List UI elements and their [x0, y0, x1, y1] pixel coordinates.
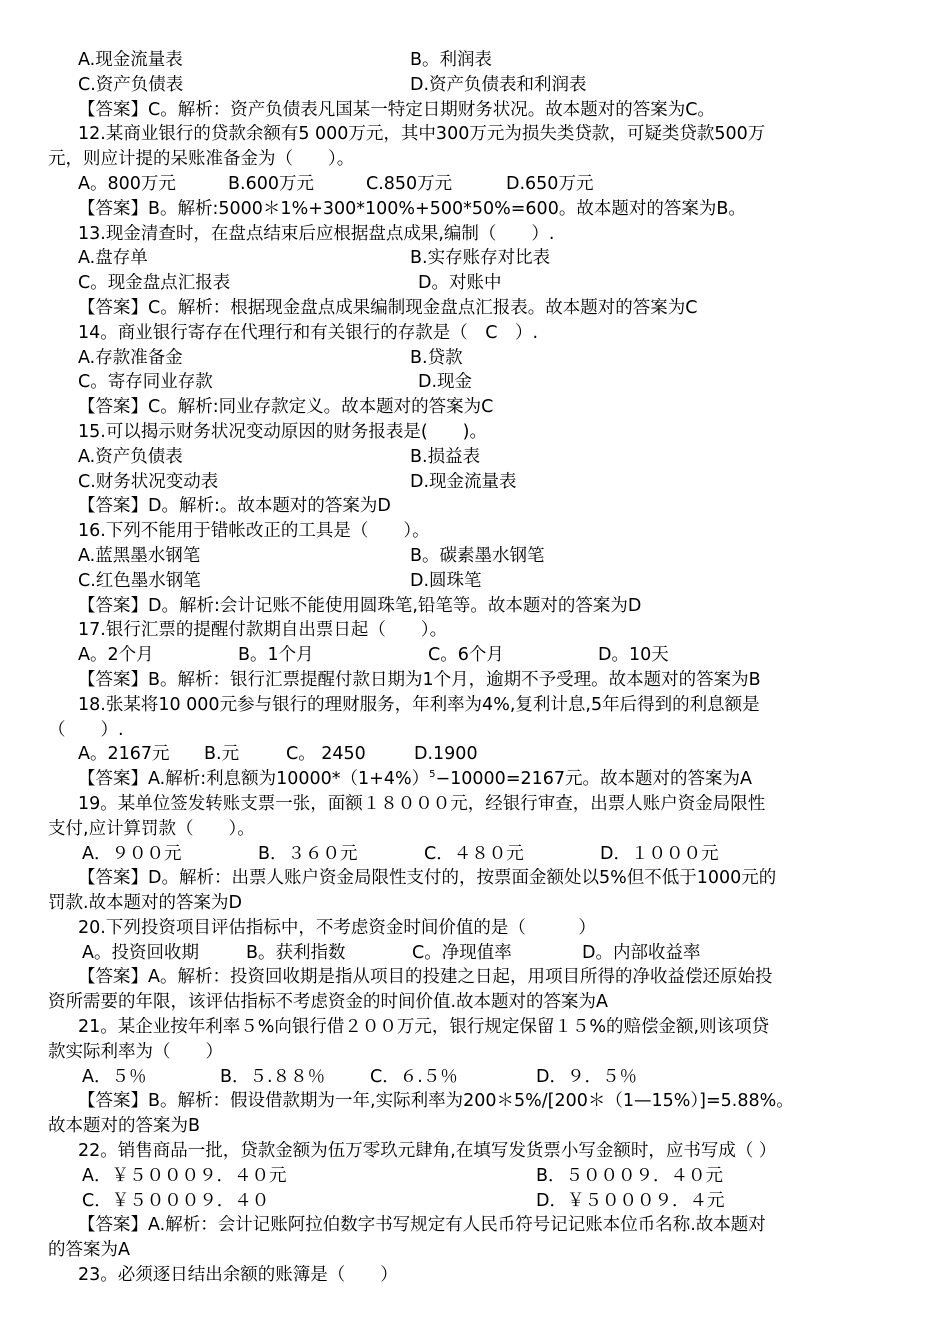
text-line — [48, 321, 908, 346]
answer-option: D.圆珠笔 — [410, 570, 482, 591]
options-row — [48, 1065, 908, 1090]
answer-option: C．６.５％ — [370, 1066, 458, 1087]
text-line — [48, 990, 908, 1015]
answer-option: D.1900 — [414, 744, 478, 765]
line-text: （ ）. — [48, 719, 124, 740]
text-line — [48, 395, 908, 420]
line-text: 21。某企业按年利率５%向银行借２００万元，银行规定保留１５%的赔偿金额,则该项贷 — [78, 1017, 770, 1038]
text-line — [48, 693, 908, 718]
text-line — [48, 197, 908, 222]
line-text: 【答案】A。解析：投资回收期是指从项目的投建之日起，用项目所得的净收益偿还原始投 — [78, 967, 773, 988]
answer-option: C。现金盘点汇报表 — [78, 273, 231, 294]
line-text: 【答案】B。解析：银行汇票提醒付款日期为1个月，逾期不予受理。故本题对的答案为B — [78, 669, 761, 690]
answer-option: D.现金 — [418, 372, 473, 393]
answer-option: A.资产负债表 — [78, 446, 183, 467]
line-text: 17.银行汇票的提醒付款期自出票日起（ ）。 — [78, 620, 448, 641]
answer-option: A。2167元 — [78, 744, 170, 765]
line-text: 的答案为A — [48, 1240, 130, 1261]
answer-option: C。净现值率 — [412, 942, 512, 963]
answer-option: A.盘存单 — [78, 248, 148, 269]
options-row — [48, 370, 908, 395]
answer-option: D。10天 — [598, 645, 669, 666]
line-text: 【答案】A.解析：会计记账阿拉伯数字书写规定有人民币符号记记账本位币名称.故本题对 — [78, 1215, 766, 1236]
text-line — [48, 1040, 908, 1065]
text-line — [48, 147, 908, 172]
answer-option: B.贷款 — [410, 347, 463, 368]
options-row — [48, 48, 908, 73]
text-line — [48, 916, 908, 941]
text-line — [48, 1089, 908, 1114]
line-text-tail: −10000=2167元。故本题对的答案为A — [435, 769, 752, 790]
line-text: 故本题对的答案为B — [48, 1116, 201, 1137]
text-line — [48, 594, 908, 619]
text-line — [48, 98, 908, 123]
text-line — [48, 1213, 908, 1238]
answer-option: D．￥５０００９．４元 — [536, 1190, 725, 1211]
answer-option: C。6个月 — [428, 645, 504, 666]
line-text: 【答案】A.解析:利息额为10000*（1+4%） — [78, 769, 430, 790]
line-text: 18.张某将10 000元参与银行的理财服务，年利率为4%,复利计息,5年后得到的利息额是 — [78, 694, 760, 715]
options-row — [48, 643, 908, 668]
answer-option: D．９．５％ — [536, 1066, 637, 1087]
options-row — [48, 73, 908, 98]
options-row — [48, 271, 908, 296]
line-text: 【答案】C。解析:同业存款定义。故本题对的答案为C — [78, 397, 494, 418]
answer-option: A。投资回收期 — [82, 942, 199, 963]
answer-option: B．５.８８％ — [220, 1066, 326, 1087]
line-text: 15.可以揭示财务状况变动原因的财务报表是( )。 — [78, 421, 487, 442]
answer-option: D。对账中 — [418, 273, 502, 294]
answer-option: C.资产负债表 — [78, 74, 184, 95]
answer-option: A．５％ — [82, 1066, 147, 1087]
answer-option: D.现金流量表 — [410, 471, 517, 492]
answer-option: A.蓝黑墨水钢笔 — [78, 545, 201, 566]
options-row — [48, 346, 908, 371]
line-text: 资所需要的年限，该评估指标不考虑资金的时间价值.故本题对的答案为A — [48, 992, 609, 1013]
text-line — [48, 618, 908, 643]
text-line — [48, 965, 908, 990]
options-row — [48, 172, 908, 197]
answer-option: C。寄存同业存款 — [78, 372, 213, 393]
line-text: 20.下列投资项目评估指标中，不考虑资金时间价值的是（ ） — [78, 917, 596, 938]
answer-option: A.现金流量表 — [78, 50, 183, 70]
text-line — [48, 1139, 908, 1164]
answer-option: B。获利指数 — [246, 942, 346, 963]
answer-option: D。内部收益率 — [582, 942, 701, 963]
answer-option: A。800万元 — [78, 173, 176, 194]
text-line — [48, 817, 908, 842]
text-line — [48, 1114, 908, 1139]
line-text: 元，则应计提的呆账准备金为（ ）。 — [48, 149, 355, 170]
line-text: 13.现金清查时，在盘点结束后应根据盘点成果,编制（ ）. — [78, 223, 555, 244]
line-text: 16.下列不能用于错帐改正的工具是（ ）。 — [78, 521, 430, 542]
text-line — [48, 222, 908, 247]
line-text: 12.某商业银行的贷款余额有5 000万元，其中300万元为损失类贷款，可疑类贷款500万 — [78, 124, 766, 145]
answer-option: C.850万元 — [366, 173, 453, 194]
line-text: 【答案】D。解析：出票人账户资金局限性支付的，按票面金额处以5%但不低于1000元的 — [78, 868, 777, 889]
options-row — [48, 1189, 908, 1214]
answer-option: B．３６０元 — [258, 843, 358, 864]
line-text: 【答案】D。解析:会计记账不能使用圆珠笔,铅笔等。故本题对的答案为D — [78, 595, 642, 616]
text-line — [48, 420, 908, 445]
options-row — [48, 544, 908, 569]
options-row — [48, 470, 908, 495]
text-line — [48, 718, 908, 743]
options-row — [48, 569, 908, 594]
text-line — [48, 1263, 908, 1288]
answer-option: A。2个月 — [78, 645, 154, 666]
answer-option: C.红色墨水钢笔 — [78, 570, 201, 591]
answer-option: C.财务状况变动表 — [78, 471, 219, 492]
answer-option: D．１０００元 — [600, 843, 719, 864]
text-line — [48, 792, 908, 817]
line-text: 22。销售商品一批，贷款金额为伍万零玖元肆角,在填写发货票小写金额时，应书写成（ ） — [78, 1141, 777, 1162]
options-row — [48, 742, 908, 767]
text-line — [48, 519, 908, 544]
answer-option: A．￥５０００９．４０元 — [82, 1165, 287, 1186]
answer-option: B。1个月 — [238, 645, 314, 666]
line-text: 支付,应计算罚款（ ）。 — [48, 818, 255, 839]
text-line — [48, 1238, 908, 1263]
options-row — [48, 246, 908, 271]
line-text: 罚款.故本题对的答案为D — [48, 893, 243, 914]
text-line — [48, 1015, 908, 1040]
answer-option: C．４８０元 — [424, 843, 524, 864]
text-line — [48, 866, 908, 891]
options-row — [48, 941, 908, 966]
answer-option: D.资产负债表和利润表 — [410, 74, 587, 95]
line-text: 【答案】D。解析:。故本题对的答案为D — [78, 496, 391, 517]
line-text: 【答案】B。解析：假设借款期为一年,实际利率为200＊5%/[200＊（1—15%）]=5.88%。 — [78, 1091, 794, 1112]
text-line — [48, 122, 908, 147]
line-text: 23。必须逐日结出余额的账簿是（ ） — [78, 1265, 398, 1286]
text-line — [48, 767, 908, 792]
line-text: 【答案】C。解析：根据现金盘点成果编制现金盘点汇报表。故本题对的答案为C — [78, 297, 698, 318]
options-row — [48, 1164, 908, 1189]
line-text: 14。商业银行寄存在代理行和有关银行的存款是（ C ）. — [78, 322, 539, 343]
answer-option: A．９００元 — [82, 843, 182, 864]
answer-option: C．￥５０００９．４０ — [82, 1190, 270, 1211]
answer-option: A.存款准备金 — [78, 347, 183, 368]
answer-option: B.实存账存对比表 — [410, 248, 551, 269]
text-line — [48, 494, 908, 519]
answer-option: C。 2450 — [286, 744, 366, 765]
options-row — [48, 842, 908, 867]
options-row — [48, 445, 908, 470]
text-line — [48, 668, 908, 693]
text-line — [48, 891, 908, 916]
answer-option: D.650万元 — [506, 173, 594, 194]
answer-option: B.元 — [204, 744, 240, 765]
line-text: 【答案】C。解析：资产负债表凡国某一特定日期财务状况。故本题对的答案为C。 — [78, 99, 715, 120]
superscript: 5 — [429, 769, 436, 781]
answer-option: B.损益表 — [410, 446, 481, 467]
answer-option: B。碳素墨水钢笔 — [410, 545, 545, 566]
answer-option: B.600万元 — [228, 173, 314, 194]
line-text: 19。某单位签发转账支票一张，面额１８０００元，经银行审查，出票人账户资金局限性 — [78, 793, 766, 814]
line-text: 款实际利率为（ ） — [48, 1041, 223, 1062]
answer-option: B。利润表 — [410, 50, 493, 70]
line-text: 【答案】B。解析:5000＊1%+300*100%+500*50%=600。故本题对的答案为B。 — [78, 198, 746, 219]
document-page — [48, 48, 908, 1288]
answer-option: B．５０００９．４０元 — [536, 1165, 724, 1186]
text-line — [48, 296, 908, 321]
